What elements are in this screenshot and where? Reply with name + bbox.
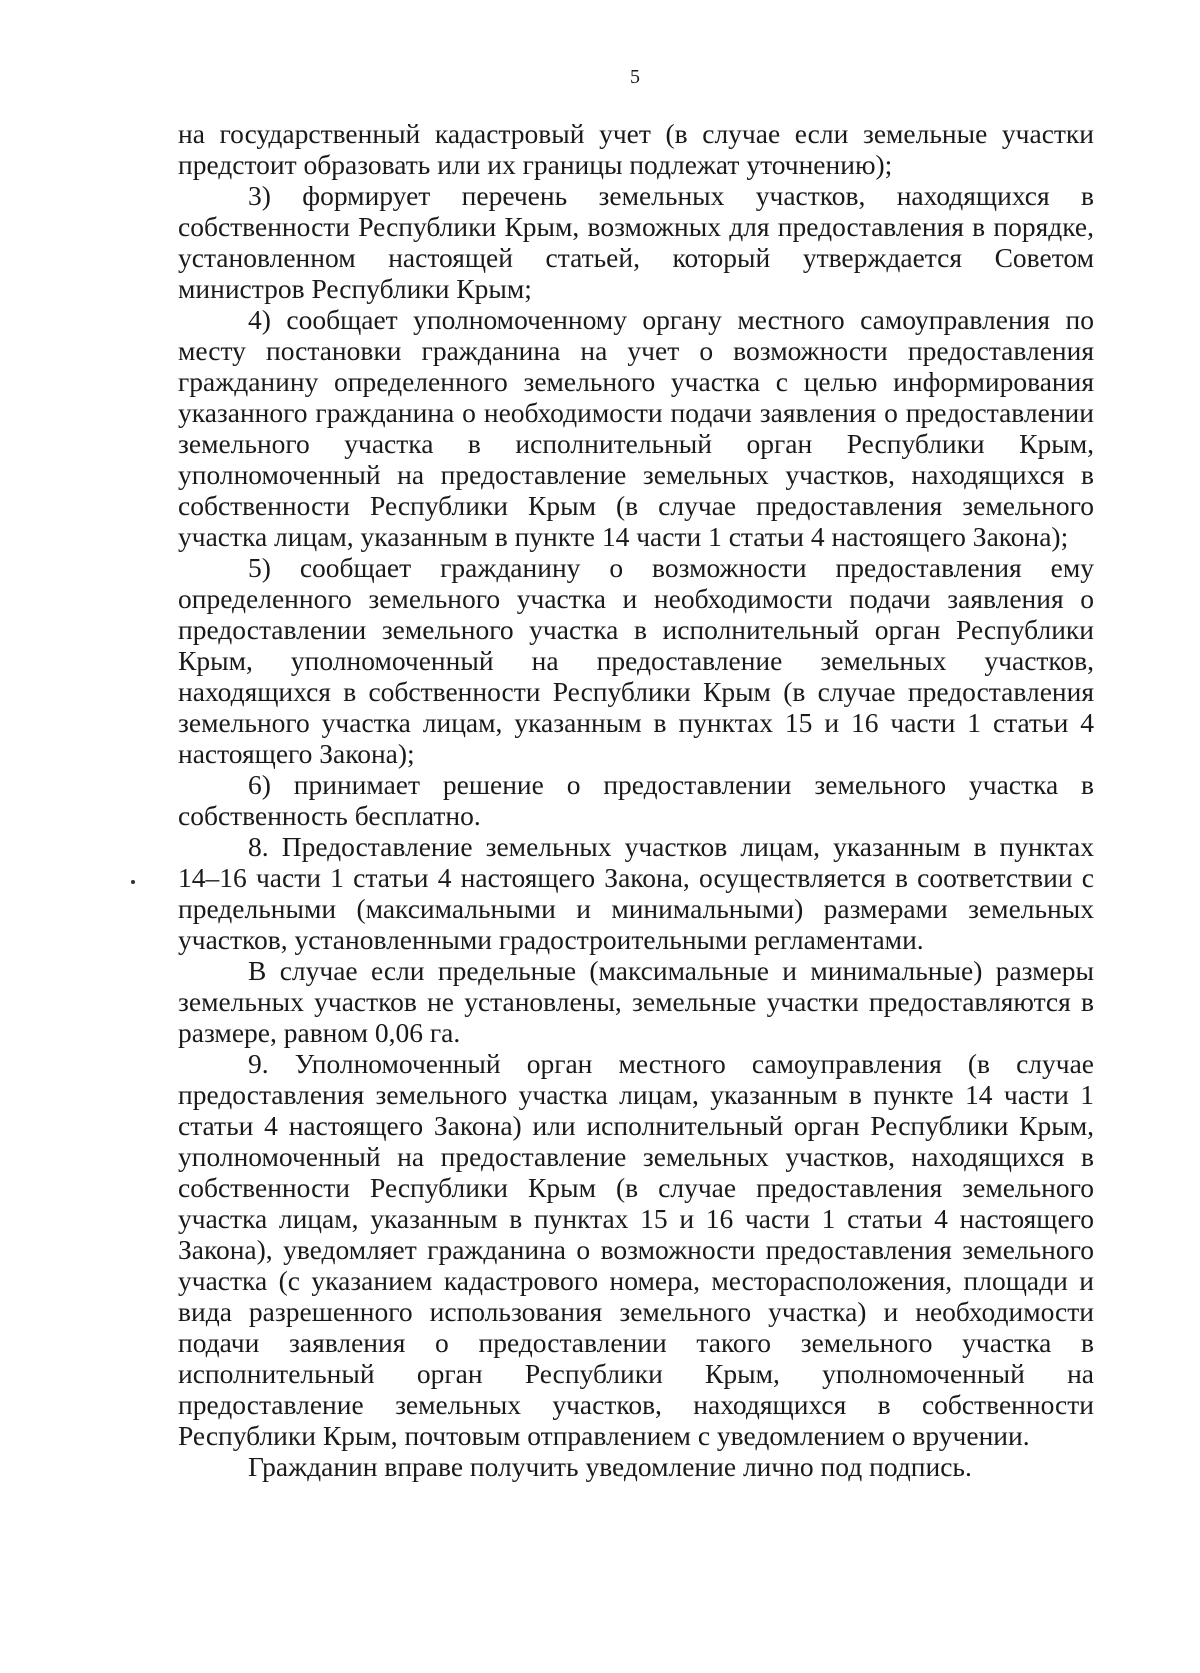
- paragraph-4: 5) сообщает гражданину о возможности предоставления ему определенного земельного участка и необходимости подачи заявления о предоставлении земельного участка в исполнительный орган Республики Крым, уполномоченный на предоставление земельных участков, находящихся в собственности Республики Крым (в случае предоставления земельного участка лицам, указанным в пунктах 15 и 16 части 1 статьи 4 настоящего Закона);: [178, 552, 1094, 769]
- paragraph-9: Гражданин вправе получить уведомление лично под подпись.: [248, 1451, 972, 1482]
- paragraph-2: 3) формирует перечень земельных участков, находящихся в собственности Республики Крым, возможных для предоставления в порядке, установленном настоящей статьей, который утверждается Советом министров Республики Крым;: [178, 180, 1094, 304]
- paragraph-1: на государственный кадастровый учет (в случае если земельные участки предстоит образовать или их границы подлежат уточнению);: [178, 118, 1094, 180]
- paragraph-7: В случае если предельные (максимальные и минимальные) размеры земельных участков не установлены, земельные участки предоставляются в размере, равном 0,06 га.: [178, 955, 1094, 1048]
- paragraph-5: 6) принимает решение о предоставлении земельного участка в собственность бесплатно.: [178, 769, 1094, 831]
- paragraph-6: 8. Предоставление земельных участков лицам, указанным в пунктах 14–16 части 1 статьи 4 настоящего Закона, осуществляется в соответствии с предельными (максимальными и минимальными) размерами земельных участков, установленными градостроительными регламентами.: [178, 831, 1094, 955]
- document-body: [178, 118, 1094, 1482]
- page-number: 5: [630, 66, 640, 88]
- margin-mark: [131, 880, 135, 884]
- paragraph-3: 4) сообщает уполномоченному органу местного самоуправления по месту постановки гражданина на учет о возможности предоставления гражданину определенного земельного участка с целью информирования указанного гражданина о необходимости подачи заявления о предоставлении земельного участка в исполнительный орган Республики Крым, уполномоченный на предоставление земельных участков, находящихся в собственности Республики Крым (в случае предоставления земельного участка лицам, указанным в пункте 14 части 1 статьи 4 настоящего Закона);: [178, 304, 1094, 552]
- paragraph-8: 9. Уполномоченный орган местного самоуправления (в случае предоставления земельного участка лицам, указанным в пункте 14 части 1 статьи 4 настоящего Закона) или исполнительный орган Республики Крым, уполномоченный на предоставление земельных участков, находящихся в собственности Республики Крым (в случае предоставления земельного участка лицам, указанным в пунктах 15 и 16 части 1 статьи 4 настоящего Закона), уведомляет гражданина о возможности предоставления земельного участка (с указанием кадастрового номера, месторасположения, площади и вида разрешенного использования земельного участка) и необходимости подачи заявления о предоставлении такого земельного участка в исполнительный орган Республики Крым, уполномоченный на предоставление земельных участков, находящихся в собственности Республики Крым, почтовым отправлением с уведомлением о вручении.: [178, 1048, 1094, 1451]
